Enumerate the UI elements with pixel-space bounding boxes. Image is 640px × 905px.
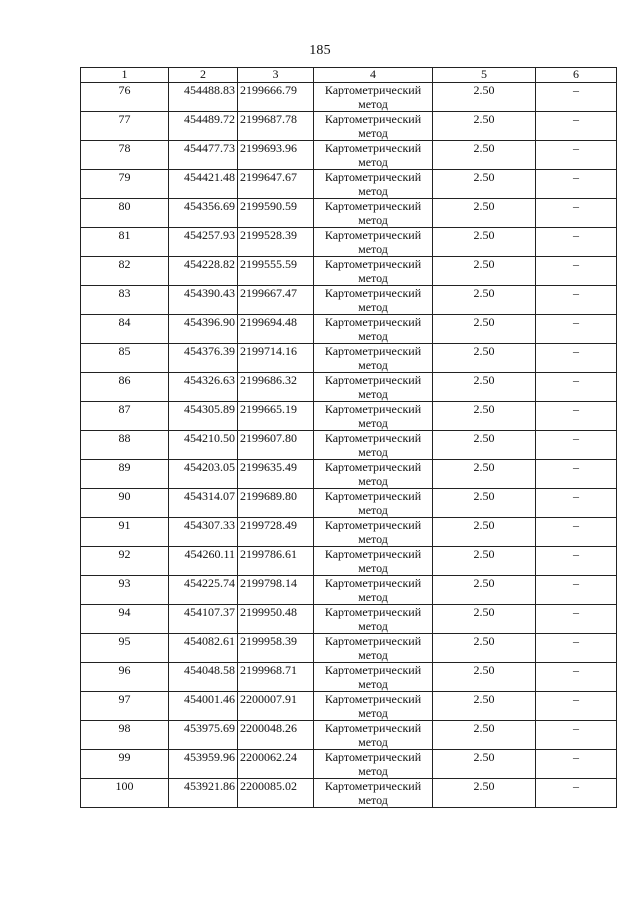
note-cell: – xyxy=(536,315,617,344)
method-line-2: метод xyxy=(358,416,388,430)
point-number-cell: 83 xyxy=(81,286,169,315)
point-number-cell: 94 xyxy=(81,605,169,634)
method-line-1: Картометрический xyxy=(324,373,422,387)
note-cell: – xyxy=(536,489,617,518)
method-line-1: Картометрический xyxy=(324,634,422,648)
note-cell: – xyxy=(536,460,617,489)
point-number-cell: 95 xyxy=(81,634,169,663)
precision-cell: 2.50 xyxy=(433,489,536,518)
method-cell xyxy=(314,228,433,257)
note-cell: – xyxy=(536,518,617,547)
y-coordinate-cell: 2199714.16 xyxy=(238,344,314,373)
table-row xyxy=(81,373,617,402)
method-cell xyxy=(314,286,433,315)
method-line-2: метод xyxy=(358,474,388,488)
method-cell xyxy=(314,663,433,692)
method-line-2: метод xyxy=(358,445,388,459)
precision-cell: 2.50 xyxy=(433,112,536,141)
table-row xyxy=(81,344,617,373)
y-coordinate-cell: 2199590.59 xyxy=(238,199,314,228)
x-coordinate-cell: 454376.39 xyxy=(169,344,238,373)
header-col-5: 5 xyxy=(433,68,536,83)
header-col-3: 3 xyxy=(238,68,314,83)
precision-cell: 2.50 xyxy=(433,373,536,402)
x-coordinate-cell: 454257.93 xyxy=(169,228,238,257)
method-line-1: Картометрический xyxy=(324,257,422,271)
point-number-cell: 85 xyxy=(81,344,169,373)
x-coordinate-cell: 453921.86 xyxy=(169,779,238,808)
method-line-2: метод xyxy=(358,648,388,662)
method-line-1: Картометрический xyxy=(324,402,422,416)
point-number-cell: 82 xyxy=(81,257,169,286)
method-line-1: Картометрический xyxy=(324,460,422,474)
table-row xyxy=(81,663,617,692)
method-cell xyxy=(314,779,433,808)
table-row xyxy=(81,402,617,431)
table-row xyxy=(81,112,617,141)
method-cell xyxy=(314,141,433,170)
table-row xyxy=(81,257,617,286)
note-cell: – xyxy=(536,344,617,373)
point-number-cell: 79 xyxy=(81,170,169,199)
precision-cell: 2.50 xyxy=(433,692,536,721)
method-line-2: метод xyxy=(358,358,388,372)
note-cell: – xyxy=(536,170,617,199)
precision-cell: 2.50 xyxy=(433,634,536,663)
note-cell: – xyxy=(536,663,617,692)
method-line-1: Картометрический xyxy=(324,286,422,300)
y-coordinate-cell: 2199555.59 xyxy=(238,257,314,286)
method-line-1: Картометрический xyxy=(324,141,422,155)
y-coordinate-cell: 2199693.96 xyxy=(238,141,314,170)
note-cell: – xyxy=(536,141,617,170)
method-line-2: метод xyxy=(358,242,388,256)
note-cell: – xyxy=(536,112,617,141)
method-cell xyxy=(314,750,433,779)
method-line-1: Картометрический xyxy=(324,431,422,445)
method-cell xyxy=(314,518,433,547)
header-col-4: 4 xyxy=(314,68,433,83)
method-line-1: Картометрический xyxy=(324,344,422,358)
header-col-1: 1 xyxy=(81,68,169,83)
precision-cell: 2.50 xyxy=(433,576,536,605)
y-coordinate-cell: 2199687.78 xyxy=(238,112,314,141)
table-row xyxy=(81,286,617,315)
method-cell xyxy=(314,402,433,431)
note-cell: – xyxy=(536,286,617,315)
point-number-cell: 81 xyxy=(81,228,169,257)
point-number-cell: 89 xyxy=(81,460,169,489)
note-cell: – xyxy=(536,605,617,634)
method-line-2: метод xyxy=(358,532,388,546)
y-coordinate-cell: 2199958.39 xyxy=(238,634,314,663)
table-row xyxy=(81,547,617,576)
x-coordinate-cell: 454082.61 xyxy=(169,634,238,663)
method-line-1: Картометрический xyxy=(324,518,422,532)
point-number-cell: 78 xyxy=(81,141,169,170)
table-row xyxy=(81,489,617,518)
precision-cell: 2.50 xyxy=(433,431,536,460)
note-cell: – xyxy=(536,576,617,605)
note-cell: – xyxy=(536,750,617,779)
precision-cell: 2.50 xyxy=(433,518,536,547)
header-col-2: 2 xyxy=(169,68,238,83)
precision-cell: 2.50 xyxy=(433,605,536,634)
x-coordinate-cell: 453959.96 xyxy=(169,750,238,779)
point-number-cell: 93 xyxy=(81,576,169,605)
table-row xyxy=(81,460,617,489)
x-coordinate-cell: 454356.69 xyxy=(169,199,238,228)
x-coordinate-cell: 454477.73 xyxy=(169,141,238,170)
note-cell: – xyxy=(536,83,617,112)
method-cell xyxy=(314,373,433,402)
table-row xyxy=(81,605,617,634)
precision-cell: 2.50 xyxy=(433,750,536,779)
table-row xyxy=(81,721,617,750)
method-line-1: Картометрический xyxy=(324,228,422,242)
x-coordinate-cell: 454396.90 xyxy=(169,315,238,344)
x-coordinate-cell: 454228.82 xyxy=(169,257,238,286)
method-line-1: Картометрический xyxy=(324,605,422,619)
precision-cell: 2.50 xyxy=(433,170,536,199)
method-cell xyxy=(314,634,433,663)
method-cell xyxy=(314,83,433,112)
table-row xyxy=(81,779,617,808)
method-cell xyxy=(314,431,433,460)
table-row xyxy=(81,199,617,228)
y-coordinate-cell: 2199968.71 xyxy=(238,663,314,692)
y-coordinate-cell: 2199786.61 xyxy=(238,547,314,576)
method-line-2: метод xyxy=(358,503,388,517)
y-coordinate-cell: 2199667.47 xyxy=(238,286,314,315)
method-cell xyxy=(314,547,433,576)
method-cell xyxy=(314,170,433,199)
method-line-1: Картометрический xyxy=(324,779,422,793)
method-line-2: метод xyxy=(358,184,388,198)
note-cell: – xyxy=(536,257,617,286)
page-number: 185 xyxy=(309,43,331,58)
method-line-2: метод xyxy=(358,677,388,691)
point-number-cell: 80 xyxy=(81,199,169,228)
note-cell: – xyxy=(536,692,617,721)
method-line-1: Картометрический xyxy=(324,112,422,126)
table-header xyxy=(81,68,617,83)
method-line-1: Картометрический xyxy=(324,170,422,184)
method-line-1: Картометрический xyxy=(324,315,422,329)
table-row xyxy=(81,750,617,779)
method-line-2: метод xyxy=(358,735,388,749)
note-cell: – xyxy=(536,779,617,808)
method-line-1: Картометрический xyxy=(324,83,422,97)
point-number-cell: 87 xyxy=(81,402,169,431)
y-coordinate-cell: 2199647.67 xyxy=(238,170,314,199)
method-line-1: Картометрический xyxy=(324,721,422,735)
table-row xyxy=(81,83,617,112)
x-coordinate-cell: 454260.11 xyxy=(169,547,238,576)
method-line-1: Картометрический xyxy=(324,489,422,503)
precision-cell: 2.50 xyxy=(433,257,536,286)
point-number-cell: 76 xyxy=(81,83,169,112)
header-col-6: 6 xyxy=(536,68,617,83)
y-coordinate-cell: 2200007.91 xyxy=(238,692,314,721)
y-coordinate-cell: 2199694.48 xyxy=(238,315,314,344)
y-coordinate-cell: 2199728.49 xyxy=(238,518,314,547)
precision-cell: 2.50 xyxy=(433,141,536,170)
method-line-1: Картометрический xyxy=(324,750,422,764)
precision-cell: 2.50 xyxy=(433,228,536,257)
point-number-cell: 88 xyxy=(81,431,169,460)
x-coordinate-cell: 454421.48 xyxy=(169,170,238,199)
y-coordinate-cell: 2200085.02 xyxy=(238,779,314,808)
method-cell xyxy=(314,112,433,141)
y-coordinate-cell: 2200062.24 xyxy=(238,750,314,779)
precision-cell: 2.50 xyxy=(433,721,536,750)
note-cell: – xyxy=(536,634,617,663)
x-coordinate-cell: 454390.43 xyxy=(169,286,238,315)
y-coordinate-cell: 2199528.39 xyxy=(238,228,314,257)
method-cell xyxy=(314,199,433,228)
x-coordinate-cell: 454307.33 xyxy=(169,518,238,547)
method-line-2: метод xyxy=(358,271,388,285)
precision-cell: 2.50 xyxy=(433,344,536,373)
precision-cell: 2.50 xyxy=(433,83,536,112)
method-line-2: метод xyxy=(358,155,388,169)
method-cell xyxy=(314,692,433,721)
x-coordinate-cell: 454001.46 xyxy=(169,692,238,721)
method-cell xyxy=(314,344,433,373)
table-row xyxy=(81,315,617,344)
note-cell: – xyxy=(536,402,617,431)
method-line-2: метод xyxy=(358,329,388,343)
method-line-2: метод xyxy=(358,764,388,778)
point-number-cell: 90 xyxy=(81,489,169,518)
x-coordinate-cell: 454314.07 xyxy=(169,489,238,518)
point-number-cell: 96 xyxy=(81,663,169,692)
method-line-2: метод xyxy=(358,590,388,604)
method-line-2: метод xyxy=(358,300,388,314)
point-number-cell: 97 xyxy=(81,692,169,721)
point-number-cell: 77 xyxy=(81,112,169,141)
table-row xyxy=(81,576,617,605)
method-line-2: метод xyxy=(358,793,388,807)
y-coordinate-cell: 2199798.14 xyxy=(238,576,314,605)
y-coordinate-cell: 2199665.19 xyxy=(238,402,314,431)
header-row xyxy=(81,68,617,83)
method-line-2: метод xyxy=(358,387,388,401)
method-cell xyxy=(314,460,433,489)
x-coordinate-cell: 454225.74 xyxy=(169,576,238,605)
method-cell xyxy=(314,576,433,605)
method-line-2: метод xyxy=(358,619,388,633)
method-line-2: метод xyxy=(358,213,388,227)
method-cell xyxy=(314,489,433,518)
precision-cell: 2.50 xyxy=(433,663,536,692)
table-body xyxy=(81,83,617,808)
x-coordinate-cell: 454488.83 xyxy=(169,83,238,112)
method-line-2: метод xyxy=(358,126,388,140)
point-number-cell: 100 xyxy=(81,779,169,808)
note-cell: – xyxy=(536,547,617,576)
point-number-cell: 98 xyxy=(81,721,169,750)
point-number-cell: 84 xyxy=(81,315,169,344)
method-cell xyxy=(314,605,433,634)
y-coordinate-cell: 2199635.49 xyxy=(238,460,314,489)
method-line-2: метод xyxy=(358,97,388,111)
method-line-2: метод xyxy=(358,706,388,720)
x-coordinate-cell: 454203.05 xyxy=(169,460,238,489)
method-line-1: Картометрический xyxy=(324,663,422,677)
x-coordinate-cell: 454048.58 xyxy=(169,663,238,692)
y-coordinate-cell: 2200048.26 xyxy=(238,721,314,750)
table-row xyxy=(81,431,617,460)
point-number-cell: 91 xyxy=(81,518,169,547)
x-coordinate-cell: 454210.50 xyxy=(169,431,238,460)
note-cell: – xyxy=(536,721,617,750)
x-coordinate-cell: 454305.89 xyxy=(169,402,238,431)
x-coordinate-cell: 454107.37 xyxy=(169,605,238,634)
x-coordinate-cell: 454489.72 xyxy=(169,112,238,141)
precision-cell: 2.50 xyxy=(433,779,536,808)
y-coordinate-cell: 2199686.32 xyxy=(238,373,314,402)
table-row xyxy=(81,141,617,170)
method-line-1: Картометрический xyxy=(324,547,422,561)
table-row xyxy=(81,518,617,547)
table-row xyxy=(81,170,617,199)
y-coordinate-cell: 2199666.79 xyxy=(238,83,314,112)
table-row xyxy=(81,228,617,257)
x-coordinate-cell: 454326.63 xyxy=(169,373,238,402)
precision-cell: 2.50 xyxy=(433,547,536,576)
point-number-cell: 86 xyxy=(81,373,169,402)
method-line-2: метод xyxy=(358,561,388,575)
note-cell: – xyxy=(536,373,617,402)
note-cell: – xyxy=(536,199,617,228)
table-row xyxy=(81,692,617,721)
precision-cell: 2.50 xyxy=(433,199,536,228)
method-cell xyxy=(314,721,433,750)
x-coordinate-cell: 453975.69 xyxy=(169,721,238,750)
point-number-cell: 92 xyxy=(81,547,169,576)
y-coordinate-cell: 2199950.48 xyxy=(238,605,314,634)
note-cell: – xyxy=(536,228,617,257)
precision-cell: 2.50 xyxy=(433,286,536,315)
method-cell xyxy=(314,257,433,286)
note-cell: – xyxy=(536,431,617,460)
table-row xyxy=(81,634,617,663)
precision-cell: 2.50 xyxy=(433,460,536,489)
y-coordinate-cell: 2199689.80 xyxy=(238,489,314,518)
coordinates-table xyxy=(80,67,617,808)
method-line-1: Картометрический xyxy=(324,692,422,706)
precision-cell: 2.50 xyxy=(433,315,536,344)
method-line-1: Картометрический xyxy=(324,199,422,213)
y-coordinate-cell: 2199607.80 xyxy=(238,431,314,460)
method-cell xyxy=(314,315,433,344)
precision-cell: 2.50 xyxy=(433,402,536,431)
point-number-cell: 99 xyxy=(81,750,169,779)
method-line-1: Картометрический xyxy=(324,576,422,590)
